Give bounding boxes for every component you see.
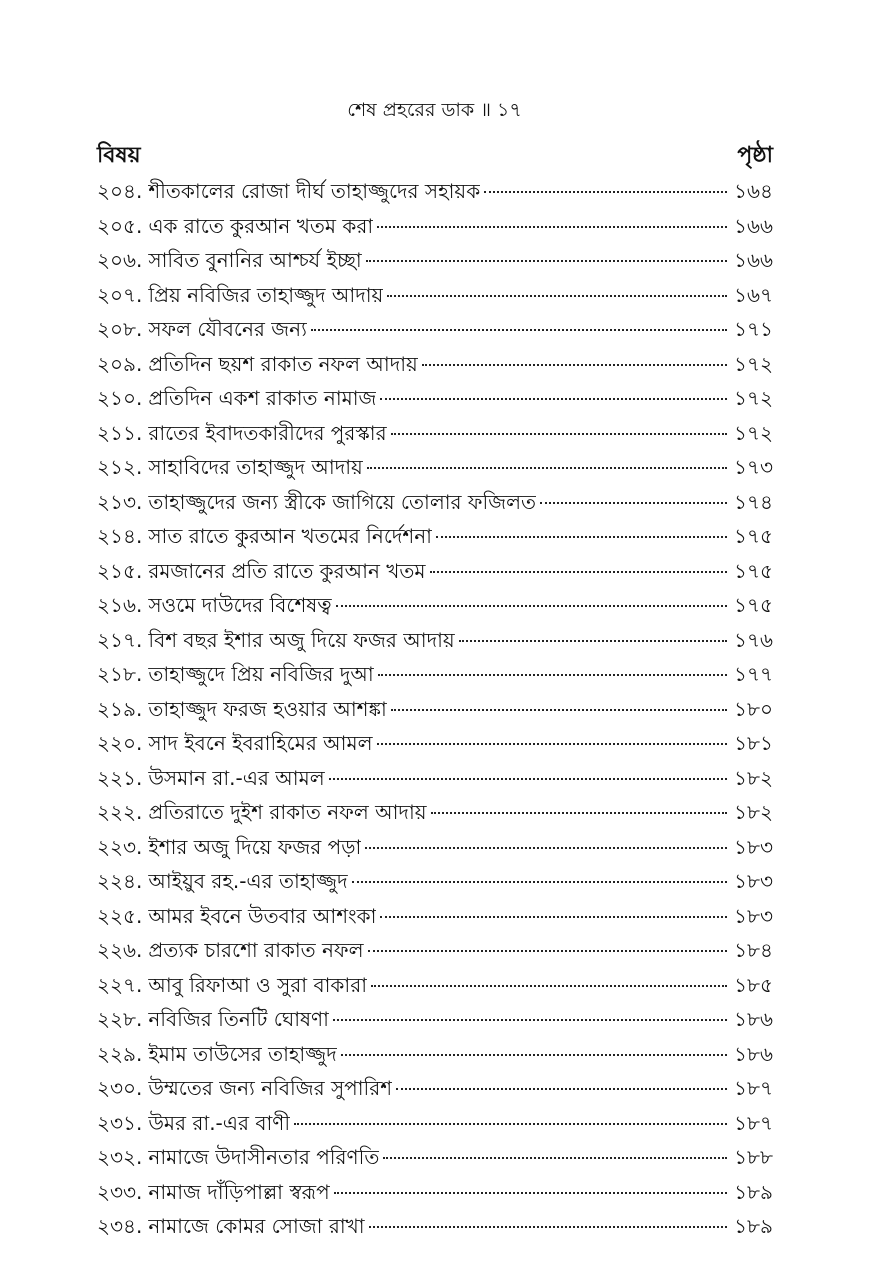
entry-title: প্রতিরাতে দুইশ রাকাত নফল আদায় [148,800,427,824]
entry-number: ২৩৪. [97,1214,143,1238]
toc-entry [97,1002,773,1037]
entry-number: ২৩২. [97,1145,143,1169]
topic-column-label: বিষয় [97,142,141,168]
entry-page: ১৮৭ [734,1110,773,1135]
toc-entry [97,1106,773,1141]
dot-leader [430,571,727,573]
entry-title: উম্মতের জন্য নবিজির সুপারিশ [148,1076,393,1100]
entry-title: নামাজে কোমর সোজা রাখা [148,1214,365,1238]
dot-leader [436,536,727,538]
entry-page: ১৭২ [734,351,773,376]
toc-entry [97,312,773,347]
dot-leader [431,812,727,814]
entry-page: ১৮৬ [734,1041,773,1066]
dot-leader [540,502,727,504]
entry-page: ১৮৭ [734,1076,773,1100]
entry-title: সওমে দাউদের বিশেষত্ব [148,593,332,617]
entry-title: ইশার অজু দিয়ে ফজর পড়া [148,834,362,859]
entry-page: ১৭২ [734,386,773,410]
toc-entry [97,968,773,1003]
toc-entry [97,795,773,830]
dot-leader [383,1157,727,1159]
dot-leader [380,398,727,400]
entry-page: ১৭১ [734,317,773,341]
entry-title: প্রত্যক চারশো রাকাত নফল [148,938,364,962]
entry-page: ১৮৪ [734,938,773,962]
entry-page: ১৭৩ [734,455,773,479]
entry-page: ১৮৩ [734,903,773,928]
entry-page: ১৭৫ [734,524,773,548]
page-column-label: পৃষ্ঠা [737,142,773,168]
entry-number: ২৩০. [97,1076,143,1100]
running-header: শেষ প্রহরের ডাক ॥ ১৭ [347,99,522,121]
dot-leader [367,467,727,469]
toc-entry [97,209,773,244]
toc-entry [97,726,773,761]
entry-page: ১৭৫ [734,558,773,583]
table-of-contents [97,174,773,1244]
entry-page: ১৭৪ [734,489,773,514]
toc-entry [97,761,773,796]
dot-leader [334,1192,727,1194]
entry-number: ২২৭. [97,972,143,997]
toc-entry [97,416,773,451]
toc-entry [97,1140,773,1175]
dot-leader [378,674,727,676]
entry-title: এক রাতে কুরআন খতম করা [148,213,374,238]
entry-title: প্রতিদিন একশ রাকাত নামাজ [148,386,377,410]
column-header-row [97,139,773,173]
entry-number: ২৩৩. [97,1179,143,1204]
dot-leader [422,364,727,366]
dot-leader [294,1123,727,1125]
toc-entry [97,278,773,313]
entry-title: ইমাম তাউসের তাহাজ্জুদ [148,1041,337,1066]
entry-number: ২০৫. [97,213,143,238]
entry-title: আবু রিফাআ ও সুরা বাকারা [148,972,367,997]
toc-entry [97,1037,773,1072]
dot-leader [311,329,727,331]
entry-page: ১৭৫ [734,593,773,617]
entry-number: ২১৪. [97,524,143,548]
entry-title: সাদ ইবনে ইবরাহিমের আমল [148,731,373,755]
entry-title: তাহাজ্জুদে প্রিয় নবিজির দুআ [148,662,374,686]
entry-title: সাবিত বুনানির আশ্চর্য ইচ্ছা [148,248,362,272]
toc-entry [97,381,773,416]
dot-leader [391,709,727,711]
entry-title: রাতের ইবাদতকারীদের পুরস্কার [148,420,387,445]
entry-number: ২০৮. [97,317,143,341]
entry-title: নামাজে উদাসীনতার পরিণতি [148,1145,380,1169]
entry-page: ১৮৫ [734,972,773,997]
entry-title: রমজানের প্রতি রাতে কুরআন খতম [148,558,426,583]
dot-leader [459,640,727,642]
entry-number: ২১৩. [97,489,143,514]
dot-leader [387,295,727,297]
entry-page: ১৭৭ [734,662,773,686]
entry-title: তাহাজ্জুদের জন্য স্ত্রীকে জাগিয়ে তোলার ফজিলত [148,489,537,514]
entry-number: ২২০. [97,731,143,755]
entry-title: শীতকালের রোজা দীর্ঘ তাহাজ্জুদের সহায়ক [148,179,481,203]
entry-number: ২২৬. [97,938,143,962]
entry-title: নবিজির তিনটি ঘোষণা [148,1007,329,1031]
dot-leader [366,260,727,262]
dot-leader [391,433,727,435]
entry-page: ১৮৬ [734,1007,773,1031]
entry-number: ২৩১. [97,1110,143,1135]
entry-title: প্রিয় নবিজির তাহাজ্জুদ আদায় [148,282,384,307]
entry-title: প্রতিদিন ছয়শ রাকাত নফল আদায় [148,351,418,376]
entry-title: বিশ বছর ইশার অজু দিয়ে ফজর আদায় [148,627,455,652]
toc-entry [97,657,773,692]
dot-leader [396,1088,727,1090]
toc-entry [97,519,773,554]
entry-title: তাহাজ্জুদ ফরজ হওয়ার আশঙ্কা [148,696,387,721]
dot-leader [352,881,727,883]
entry-page: ১৮২ [734,765,773,790]
toc-entry [97,1175,773,1210]
toc-entry [97,692,773,727]
dot-leader [333,1019,727,1021]
entry-title: আমর ইবনে উতবার আশংকা [148,903,377,928]
entry-page: ১৮৮ [734,1145,773,1169]
entry-number: ২২৮. [97,1007,143,1031]
dot-leader [377,743,727,745]
toc-entry [97,588,773,623]
dot-leader [341,1054,727,1056]
toc-entry [97,1071,773,1106]
entry-page: ১৭২ [734,420,773,445]
dot-leader [369,1226,727,1228]
entry-title: সফল যৌবনের জন্য [148,317,307,341]
toc-entry [97,347,773,382]
entry-page: ১৮০ [734,696,773,721]
toc-entry [97,830,773,865]
toc-entry [97,174,773,209]
toc-entry [97,864,773,899]
dot-leader [336,605,727,607]
entry-page: ১৭৬ [734,627,773,652]
entry-title: উসমান রা.-এর আমল [148,765,325,790]
entry-number: ২১৫. [97,558,143,583]
entry-page: ১৬৭ [734,282,773,307]
toc-entry [97,623,773,658]
dot-leader [377,226,727,228]
entry-number: ২১৯. [97,696,143,721]
toc-entry [97,243,773,278]
entry-number: ২১০. [97,386,143,410]
toc-entry [97,554,773,589]
entry-page: ১৮১ [734,731,773,755]
entry-number: ২২২. [97,800,143,824]
entry-page: ১৮৩ [734,869,773,893]
dot-leader [329,778,727,780]
entry-number: ২১৮. [97,662,143,686]
dot-leader [365,847,727,849]
entry-number: ২২১. [97,765,143,790]
entry-number: ২১৬. [97,593,143,617]
entry-page: ১৬৪ [734,179,773,203]
entry-number: ২১২. [97,455,143,479]
toc-entry [97,899,773,934]
toc-entry [97,450,773,485]
toc-entry [97,933,773,968]
dot-leader [380,916,727,918]
entry-number: ২২৩. [97,834,143,859]
toc-entry [97,1209,773,1244]
entry-number: ২২৫. [97,903,143,928]
entry-page: ১৮৯ [734,1179,773,1204]
entry-number: ২০৯. [97,351,143,376]
entry-number: ২১৭. [97,627,143,652]
entry-number: ২০৬. [97,248,143,272]
entry-number: ২১১. [97,420,143,445]
entry-number: ২০৪. [97,179,143,203]
entry-number: ২২৯. [97,1041,143,1066]
entry-title: উমর রা.-এর বাণী [148,1110,291,1135]
dot-leader [371,985,727,987]
toc-entry [97,485,773,520]
entry-page: ১৮৩ [734,834,773,859]
entry-number: ২২৪. [97,869,143,893]
entry-title: আইয়ুব রহ.-এর তাহাজ্জুদ [148,869,348,893]
dot-leader [484,191,727,193]
dot-leader [368,950,728,952]
entry-title: সাত রাতে কুরআন খতমের নির্দেশনা [148,524,432,548]
entry-page: ১৮২ [734,800,773,824]
entry-title: নামাজ দাঁড়িপাল্লা স্বরূপ [148,1179,330,1204]
entry-page: ১৬৬ [734,213,773,238]
entry-number: ২০৭. [97,282,143,307]
entry-page: ১৮৯ [734,1214,773,1238]
entry-title: সাহাবিদের তাহাজ্জুদ আদায় [148,455,363,479]
entry-page: ১৬৬ [734,248,773,272]
